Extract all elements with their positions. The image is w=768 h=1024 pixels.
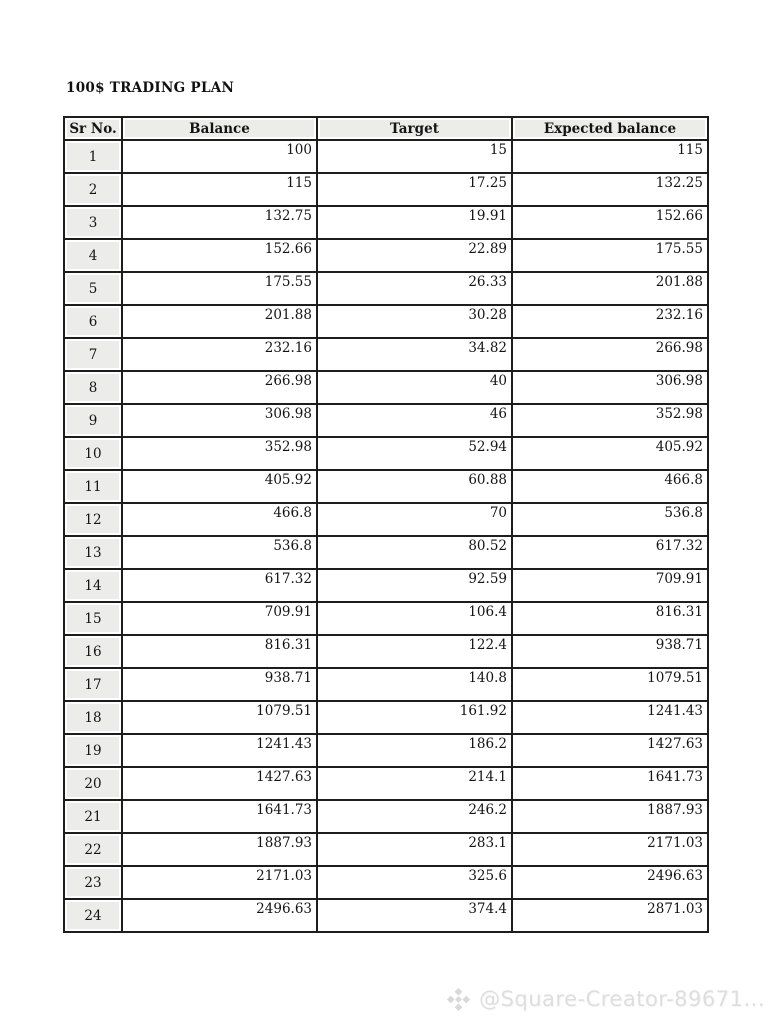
table-row [64,437,708,470]
table-row [64,272,708,305]
expected-balance-cell: 232.16 [512,305,708,338]
table-header-row [64,117,708,140]
expected-balance-cell: 1079.51 [512,668,708,701]
watermark-text: @Square-Creator-89671... [479,987,765,1011]
sr-cell: 4 [64,239,122,272]
expected-balance-cell: 132.25 [512,173,708,206]
expected-balance-cell: 536.8 [512,503,708,536]
expected-balance-cell: 1887.93 [512,800,708,833]
table-row [64,569,708,602]
table-row [64,701,708,734]
sr-cell: 19 [64,734,122,767]
expected-balance-cell: 1241.43 [512,701,708,734]
target-cell: 70 [317,503,512,536]
sr-cell: 15 [64,602,122,635]
sr-cell: 7 [64,338,122,371]
target-cell: 140.8 [317,668,512,701]
target-cell: 283.1 [317,833,512,866]
header-balance: Balance [122,117,317,140]
balance-cell: 175.55 [122,272,317,305]
table-row [64,239,708,272]
expected-balance-cell: 2496.63 [512,866,708,899]
target-cell: 15 [317,140,512,173]
sr-cell: 2 [64,173,122,206]
balance-cell: 201.88 [122,305,317,338]
table-row [64,470,708,503]
table-row [64,668,708,701]
target-cell: 19.91 [317,206,512,239]
target-cell: 186.2 [317,734,512,767]
table-row [64,833,708,866]
table-row [64,635,708,668]
sr-cell: 3 [64,206,122,239]
table-row [64,173,708,206]
table-row [64,899,708,932]
table-row [64,371,708,404]
balance-cell: 405.92 [122,470,317,503]
target-cell: 214.1 [317,767,512,800]
expected-balance-cell: 2171.03 [512,833,708,866]
balance-cell: 152.66 [122,239,317,272]
expected-balance-cell: 2871.03 [512,899,708,932]
balance-cell: 266.98 [122,371,317,404]
expected-balance-cell: 1427.63 [512,734,708,767]
header-sr-no: Sr No. [64,117,122,140]
sr-cell: 20 [64,767,122,800]
balance-cell: 100 [122,140,317,173]
target-cell: 246.2 [317,800,512,833]
balance-cell: 132.75 [122,206,317,239]
balance-cell: 938.71 [122,668,317,701]
expected-balance-cell: 466.8 [512,470,708,503]
expected-balance-cell: 709.91 [512,569,708,602]
sr-cell: 1 [64,140,122,173]
expected-balance-cell: 938.71 [512,635,708,668]
sr-cell: 12 [64,503,122,536]
balance-cell: 816.31 [122,635,317,668]
target-cell: 161.92 [317,701,512,734]
target-cell: 80.52 [317,536,512,569]
table-row [64,536,708,569]
balance-cell: 536.8 [122,536,317,569]
expected-balance-cell: 152.66 [512,206,708,239]
expected-balance-cell: 1641.73 [512,767,708,800]
balance-cell: 2171.03 [122,866,317,899]
binance-diamond-icon [445,986,472,1013]
target-cell: 30.28 [317,305,512,338]
sr-cell: 21 [64,800,122,833]
table-row [64,602,708,635]
target-cell: 106.4 [317,602,512,635]
target-cell: 46 [317,404,512,437]
sr-cell: 13 [64,536,122,569]
table-row [64,767,708,800]
expected-balance-cell: 306.98 [512,371,708,404]
sr-cell: 16 [64,635,122,668]
sr-cell: 14 [64,569,122,602]
table-row [64,305,708,338]
balance-cell: 1241.43 [122,734,317,767]
table-row [64,338,708,371]
table-row [64,866,708,899]
target-cell: 34.82 [317,338,512,371]
header-target: Target [317,117,512,140]
target-cell: 92.59 [317,569,512,602]
expected-balance-cell: 816.31 [512,602,708,635]
sr-cell: 17 [64,668,122,701]
target-cell: 374.4 [317,899,512,932]
balance-cell: 2496.63 [122,899,317,932]
header-expected-balance: Expected balance [512,117,708,140]
target-cell: 52.94 [317,437,512,470]
sr-cell: 24 [64,899,122,932]
target-cell: 325.6 [317,866,512,899]
sr-cell: 5 [64,272,122,305]
expected-balance-cell: 266.98 [512,338,708,371]
sr-cell: 6 [64,305,122,338]
table-row [64,503,708,536]
balance-cell: 1427.63 [122,767,317,800]
target-cell: 122.4 [317,635,512,668]
balance-cell: 1641.73 [122,800,317,833]
sr-cell: 18 [64,701,122,734]
balance-cell: 115 [122,173,317,206]
table-row [64,140,708,173]
expected-balance-cell: 201.88 [512,272,708,305]
balance-cell: 1887.93 [122,833,317,866]
target-cell: 26.33 [317,272,512,305]
balance-cell: 352.98 [122,437,317,470]
table-row [64,800,708,833]
table-row [64,734,708,767]
balance-cell: 1079.51 [122,701,317,734]
sr-cell: 11 [64,470,122,503]
balance-cell: 306.98 [122,404,317,437]
expected-balance-cell: 617.32 [512,536,708,569]
sr-cell: 10 [64,437,122,470]
page-title: 100$ TRADING PLAN [66,80,235,96]
sr-cell: 23 [64,866,122,899]
trading-plan-table [63,116,709,933]
table-row [64,206,708,239]
balance-cell: 617.32 [122,569,317,602]
target-cell: 22.89 [317,239,512,272]
sr-cell: 8 [64,371,122,404]
balance-cell: 232.16 [122,338,317,371]
expected-balance-cell: 352.98 [512,404,708,437]
sr-cell: 9 [64,404,122,437]
watermark [445,983,765,1015]
table-body [64,140,708,932]
target-cell: 60.88 [317,470,512,503]
sr-cell: 22 [64,833,122,866]
balance-cell: 709.91 [122,602,317,635]
expected-balance-cell: 175.55 [512,239,708,272]
target-cell: 17.25 [317,173,512,206]
target-cell: 40 [317,371,512,404]
expected-balance-cell: 115 [512,140,708,173]
expected-balance-cell: 405.92 [512,437,708,470]
balance-cell: 466.8 [122,503,317,536]
table-row [64,404,708,437]
